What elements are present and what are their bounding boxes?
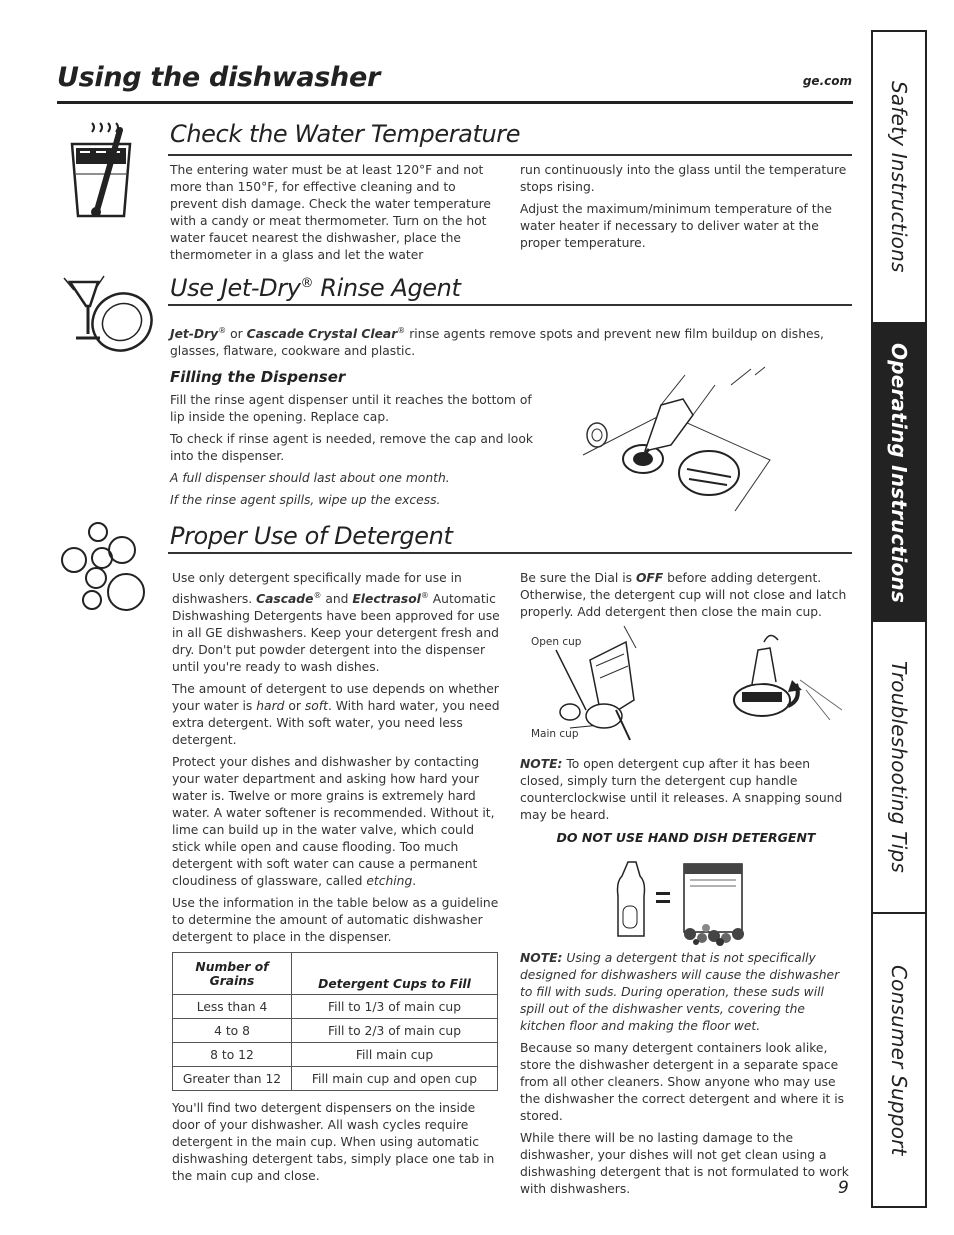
rinse-filling-text: Fill the rinse agent dispenser until it reaches the bottom of lip inside the opening. Replace cap. To check if rinse agent is needed, remove the cap and look into the dispenser. A full dispenser should last about one month. If the rinse agent spills, wipe up the excess. xyxy=(170,393,533,507)
caption-main-cup: Main cup xyxy=(531,728,579,740)
soap-equals-suds-icon xyxy=(610,856,750,946)
table-header-cups: Detergent Cups to Fill xyxy=(292,953,498,995)
bubbles-icon xyxy=(60,516,160,616)
caption-open-cup: Open cup xyxy=(531,636,582,648)
page-number: 9 xyxy=(838,1178,849,1198)
warning-hand-detergent: DO NOT USE HAND DISH DETERGENT xyxy=(556,830,816,845)
thermometer-glass-icon xyxy=(60,122,160,222)
section-title-rinse-agent: Use Jet-Dry® Rinse Agent xyxy=(170,274,461,302)
table-header-row xyxy=(173,953,498,995)
header-rule xyxy=(57,101,853,104)
section-tabs xyxy=(871,30,927,1208)
table-row: Less than 4 Fill to 1/3 of main cup xyxy=(173,995,498,1019)
table-row: 8 to 12 Fill main cup xyxy=(173,1043,498,1067)
note-open-cup: NOTE: To open detergent cup after it has been closed, simply turn the detergent cup handle counterclockwise until it releases. A snapping sound may be heard. xyxy=(520,757,843,822)
section-title-detergent: Proper Use of Detergent xyxy=(170,522,453,550)
water-temp-col1: The entering water must be at least 120°F and not more than 150°F, for effective cleaning and to prevent dish damage. Check the water temperature with a candy or meat thermometer. Turn on the hot water faucet nearest the dishwasher, place the thermometer in a glass and let the water xyxy=(170,163,491,262)
detergent-dial-text: Be sure the Dial is OFF before adding detergent. Otherwise, the detergent cup will not close and latch properly. Add detergent then close the main cup. xyxy=(520,571,847,619)
detergent-dispensers-text: You'll find two detergent dispensers on the inside door of your dishwasher. All wash cycles require detergent in the main cup. When using automatic dishwashing detergent tabs, simply place one tab in the main cup and close. xyxy=(172,1101,495,1183)
tab-operating-instructions[interactable]: Operating Instructions xyxy=(873,324,925,622)
section-rule xyxy=(168,552,852,554)
water-temp-col2: run continuously into the glass until the temperature stops rising. Adjust the maximum/minimum temperature of the water heater if necessary to deliver water at the proper temperature. xyxy=(520,163,847,250)
table-header-grains: Number of Grains xyxy=(173,953,292,995)
subhead-filling-dispenser: Filling the Dispenser xyxy=(170,368,346,386)
site-url[interactable]: ge.com xyxy=(802,74,852,88)
detergent-left-column: Use only detergent specifically made for use in dishwashers. Cascade® and Electrasol® Automatic Dishwashing Detergents have been approved for use in all GE dishwashers. Keep your detergent fresh and dry. Don't put powder detergent into the dispenser until you're ready to wash dishes. The amount of detergent to use depends on whether your water is hard or soft. With hard water, you need extra detergent. With soft water, you need less detergent. Protect your dishes and dishwasher by contacting your water department and asking how hard your water is. Twelve or more grains is extremely hard water. A water softener is recommended. Without it, lime can build up in the water valve, which could stick while open and cause flooding. Too much detergent with soft water can cause a permanent cloudiness of glassware, called etching. Use the information in the table below as a guideline to determine the amount of automatic dishwasher detergent to place in the dispenser. xyxy=(172,571,500,945)
tab-safety-instructions[interactable]: Safety Instructions xyxy=(887,81,911,273)
section-rule xyxy=(168,154,852,156)
table-row: Greater than 12 Fill main cup and open cup xyxy=(173,1067,498,1091)
tab-troubleshooting-tips[interactable]: Troubleshooting Tips xyxy=(887,661,911,873)
rinse-intro: Jet-Dry® or Cascade Crystal Clear® rinse agents remove spots and prevent new film buildup on dishes, glasses, flatware, cookware and plastic. xyxy=(170,326,824,359)
detergent-table xyxy=(172,952,498,1091)
detergent-notes-column: NOTE: Using a detergent that is not specifically designed for dishwashers will cause the dishwasher to fill with suds. During operation, these suds will spill out of the dishwasher vents, covering the kitchen floor and making the floor wet. Because so many detergent containers look alike, store the dishwasher detergent in a separate space from all other cleaners. Show anyone who may use the dishwasher the correct detergent and where it is stored. While there will be no lasting damage to the dishwasher, your dishes will not get clean using a dishwashing detergent that is not formulated to work with dishwashers. xyxy=(520,951,849,1196)
detergent-cup-illustration xyxy=(530,620,860,748)
section-title-water-temperature: Check the Water Temperature xyxy=(170,120,521,148)
glass-and-plate-icon xyxy=(60,274,160,358)
page-title: Using the dishwasher xyxy=(57,62,380,93)
tab-consumer-support[interactable]: Consumer Support xyxy=(887,964,911,1156)
rinse-dispenser-illustration xyxy=(575,365,775,515)
section-rule xyxy=(168,304,852,306)
table-row: 4 to 8 Fill to 2/3 of main cup xyxy=(173,1019,498,1043)
